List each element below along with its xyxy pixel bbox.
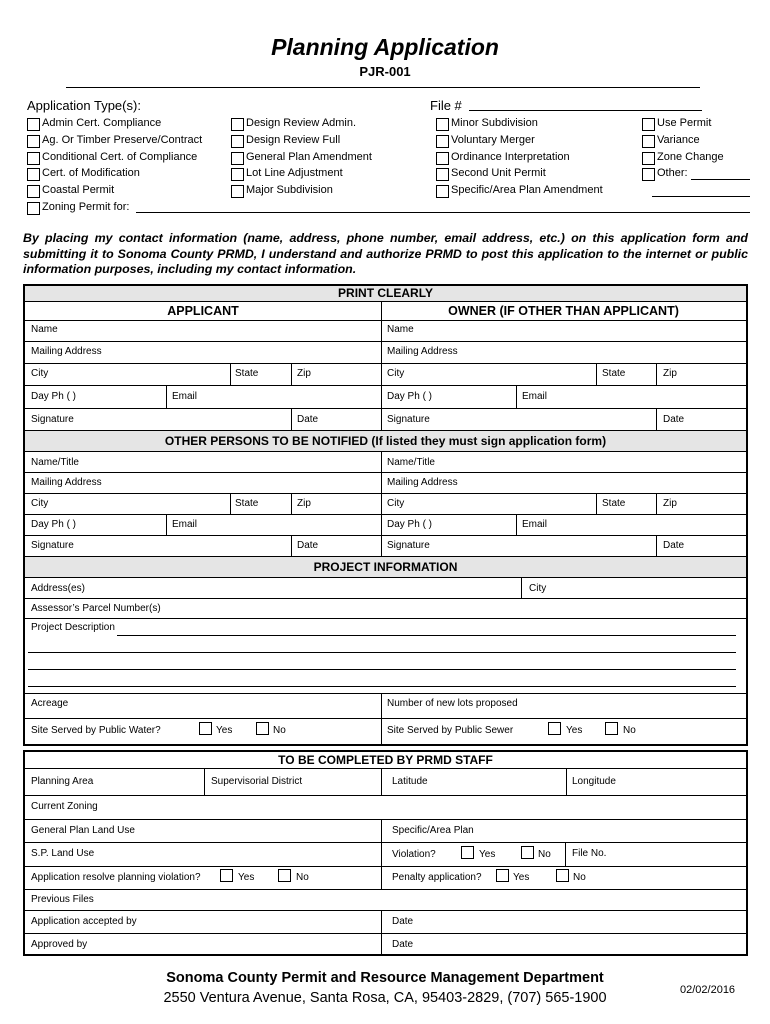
owner-signature-field: Signature [387, 414, 430, 425]
sp-land-use-field: S.P. Land Use [31, 848, 95, 859]
penalty-label: Penalty application? [392, 872, 482, 883]
applicant-mailing-field: Mailing Address [31, 346, 102, 357]
type-label-col2-0: Design Review Admin. [246, 117, 357, 129]
public-water-no-checkbox[interactable] [256, 722, 269, 735]
accepted-date-field: Date [392, 916, 414, 927]
row-divider [25, 341, 746, 342]
owner-email-field: Email [522, 391, 548, 402]
other-city-field: City [31, 498, 49, 509]
public-sewer-label: Site Served by Public Sewer [387, 725, 514, 736]
owner-name-field: Name [387, 324, 414, 335]
row-divider [25, 385, 746, 386]
type-checkbox-col3-2[interactable] [436, 152, 449, 165]
column-divider [291, 408, 292, 430]
type-label-col3-4: Specific/Area Plan Amendment [451, 184, 603, 196]
type-label-col2-1: Design Review Full [246, 134, 341, 146]
type-label-col2-3: Lot Line Adjustment [246, 167, 343, 179]
applicant-phone-field: Day Ph ( ) [31, 391, 77, 402]
applicant-zip-field: Zip [297, 368, 311, 379]
other2-mailing-field: Mailing Address [387, 477, 458, 488]
public-water-yes-checkbox[interactable] [199, 722, 212, 735]
description-line [117, 635, 736, 636]
other-mailing-field: Mailing Address [31, 477, 102, 488]
owner-mailing-field: Mailing Address [387, 346, 458, 357]
public-sewer-yes-checkbox[interactable] [548, 722, 561, 735]
project-address-field: Address(es) [31, 583, 85, 594]
type-label-col3-0: Minor Subdivision [451, 117, 538, 129]
column-divider [656, 535, 657, 556]
public-sewer-yes-label: Yes [566, 725, 583, 736]
type-checkbox-col3-0[interactable] [436, 118, 449, 131]
row-divider [25, 598, 746, 599]
type-checkbox-col3-1[interactable] [436, 135, 449, 148]
applicant-state-field: State [235, 368, 259, 379]
column-divider [381, 910, 382, 955]
column-divider [516, 514, 517, 535]
type-checkbox-col1-0[interactable] [27, 118, 40, 131]
type-label-col1-4: Coastal Permit [42, 184, 115, 196]
approved-date-field: Date [392, 939, 414, 950]
column-divider [381, 693, 382, 745]
revision-date: 02/02/2016 [680, 984, 736, 996]
applicant-signature-field: Signature [31, 414, 74, 425]
public-sewer-no-label: No [623, 725, 636, 736]
row-divider [25, 493, 746, 494]
other-email-field: Email [172, 519, 198, 530]
other2-email-field: Email [522, 519, 548, 530]
type-checkbox-col1-4[interactable] [27, 185, 40, 198]
violation-no-checkbox[interactable] [521, 846, 534, 859]
public-sewer-no-checkbox[interactable] [605, 722, 618, 735]
column-divider [381, 302, 382, 430]
violation-yes-label: Yes [479, 849, 496, 860]
other2-zip-field: Zip [663, 498, 677, 509]
type-checkbox-col2-4[interactable] [231, 185, 244, 198]
resolve-violation-label: Application resolve planning violation? [31, 872, 201, 883]
type-label-col2-2: General Plan Amendment [246, 151, 372, 163]
planning-area-field: Planning Area [31, 776, 94, 787]
column-divider [166, 514, 167, 535]
other2-city-field: City [387, 498, 405, 509]
row-divider [25, 910, 746, 911]
column-divider [204, 769, 205, 795]
row-divider [25, 618, 746, 619]
penalty-yes-label: Yes [513, 872, 530, 883]
description-line [28, 652, 736, 653]
zoning-permit-label: Zoning Permit for: [42, 201, 130, 213]
zoning-permit-field[interactable] [136, 212, 750, 213]
longitude-field: Longitude [572, 776, 616, 787]
applicant-city-field: City [31, 368, 49, 379]
owner-zip-field: Zip [663, 368, 677, 379]
column-divider [565, 842, 566, 866]
owner-header: OWNER (IF OTHER THAN APPLICANT) [381, 302, 746, 320]
other-zip-field: Zip [297, 498, 311, 509]
description-line [28, 669, 736, 670]
zoning-permit-checkbox[interactable] [27, 202, 40, 215]
type-checkbox-col1-2[interactable] [27, 152, 40, 165]
penalty-no-label: No [573, 872, 586, 883]
resolve-yes-label: Yes [238, 872, 255, 883]
staff-header: TO BE COMPLETED BY PRMD STAFF [25, 752, 746, 769]
type-label-col4-1: Variance [657, 134, 700, 146]
row-divider [25, 889, 746, 890]
type-checkbox-col3-3[interactable] [436, 168, 449, 181]
type-label-col2-4: Major Subdivision [246, 184, 333, 196]
other-signature-field: Signature [31, 540, 74, 551]
other-field[interactable] [691, 179, 750, 180]
print-clearly-header: PRINT CLEARLY [25, 286, 746, 302]
gp-land-use-field: General Plan Land Use [31, 825, 135, 836]
project-info-header: PROJECT INFORMATION [25, 557, 746, 578]
other-name-field: Name/Title [31, 457, 79, 468]
other-phone-field: Day Ph ( ) [31, 519, 77, 530]
penalty-yes-checkbox[interactable] [496, 869, 509, 882]
column-divider [381, 452, 382, 556]
approved-by-field: Approved by [31, 939, 88, 950]
application-type-label: Application Type(s): [27, 98, 141, 113]
public-water-label: Site Served by Public Water? [31, 725, 161, 736]
form-title: Planning Application [271, 34, 499, 60]
resolve-no-label: No [296, 872, 309, 883]
row-divider [25, 795, 746, 796]
applicant-header: APPLICANT [25, 302, 381, 320]
type-label-col1-0: Admin Cert. Compliance [42, 117, 162, 129]
specific-plan-field: Specific/Area Plan [392, 825, 474, 836]
column-divider [516, 385, 517, 408]
row-divider [25, 514, 746, 515]
other2-date-field: Date [663, 540, 685, 551]
violation-yes-checkbox[interactable] [461, 846, 474, 859]
other2-name-field: Name/Title [387, 457, 435, 468]
column-divider [656, 408, 657, 430]
other-field-line2 [652, 196, 750, 197]
column-divider [230, 363, 231, 385]
type-checkbox-col3-4[interactable] [436, 185, 449, 198]
type-label-col3-3: Second Unit Permit [451, 167, 546, 179]
file-number-label: File # [430, 98, 462, 113]
type-label-col1-3: Cert. of Modification [42, 167, 140, 179]
other-persons-header: OTHER PERSONS TO BE NOTIFIED (If listed they must sign application form) [25, 431, 746, 452]
type-checkbox-col4-3[interactable] [642, 168, 655, 181]
type-checkbox-col1-1[interactable] [27, 135, 40, 148]
department-name: Sonoma County Permit and Resource Management Department [166, 970, 604, 986]
form-code: PJR-001 [359, 64, 411, 79]
row-divider [25, 819, 746, 820]
column-divider [291, 493, 292, 514]
type-label-col4-2: Zone Change [657, 151, 724, 163]
row-divider [25, 535, 746, 536]
type-label-col3-2: Ordinance Interpretation [451, 151, 570, 163]
other-state-field: State [235, 498, 259, 509]
row-divider [25, 842, 746, 843]
type-label-col4-3: Other: [657, 167, 688, 179]
other2-state-field: State [602, 498, 626, 509]
applicant-name-field: Name [31, 324, 58, 335]
other2-signature-field: Signature [387, 540, 430, 551]
column-divider [566, 769, 567, 795]
staff-file-number-field: File No. [572, 848, 607, 859]
supervisorial-district-field: Supervisorial District [211, 776, 303, 787]
parcel-number-field: Assessor’s Parcel Number(s) [31, 603, 161, 614]
row-divider [25, 933, 746, 934]
authorization-statement: By placing my contact information (name, address, phone number, email address, etc.) on this application form and submitting it to Sonoma County PRMD, I understand and authorize PRMD to post this application to the internet or public information purposes, including my contact information. [23, 231, 748, 276]
divider [66, 87, 700, 88]
file-number-field[interactable] [469, 110, 702, 111]
resolve-yes-checkbox[interactable] [220, 869, 233, 882]
owner-city-field: City [387, 368, 405, 379]
latitude-field: Latitude [392, 776, 428, 787]
row-divider [25, 472, 746, 473]
row-divider [25, 320, 746, 321]
type-checkbox-col2-3[interactable] [231, 168, 244, 181]
public-water-no-label: No [273, 725, 286, 736]
type-checkbox-col2-2[interactable] [231, 152, 244, 165]
column-divider [656, 493, 657, 514]
row-divider [25, 363, 746, 364]
column-divider [381, 819, 382, 889]
owner-phone-field: Day Ph ( ) [387, 391, 433, 402]
project-description-label: Project Description [31, 622, 115, 633]
column-divider [230, 493, 231, 514]
owner-state-field: State [602, 368, 626, 379]
column-divider [656, 363, 657, 385]
column-divider [596, 493, 597, 514]
column-divider [596, 363, 597, 385]
column-divider [381, 769, 382, 795]
row-divider [25, 693, 746, 694]
penalty-no-checkbox[interactable] [556, 869, 569, 882]
resolve-no-checkbox[interactable] [278, 869, 291, 882]
row-divider [25, 718, 746, 719]
applicant-date-field: Date [297, 414, 319, 425]
type-checkbox-col4-2[interactable] [642, 152, 655, 165]
description-line [28, 686, 736, 687]
owner-date-field: Date [663, 414, 685, 425]
current-zoning-field: Current Zoning [31, 801, 98, 812]
violation-label: Violation? [392, 849, 436, 860]
type-checkbox-col4-1[interactable] [642, 135, 655, 148]
column-divider [166, 385, 167, 408]
type-label-col3-1: Voluntary Merger [451, 134, 535, 146]
type-checkbox-col4-0[interactable] [642, 118, 655, 131]
column-divider [291, 535, 292, 556]
applicant-project-section [23, 284, 748, 746]
department-address: 2550 Ventura Avenue, Santa Rosa, CA, 95403-2829, (707) 565-1900 [163, 990, 607, 1006]
row-divider [25, 408, 746, 409]
type-label-col1-1: Ag. Or Timber Preserve/Contract [42, 134, 203, 146]
column-divider [521, 578, 522, 598]
violation-no-label: No [538, 849, 551, 860]
other2-phone-field: Day Ph ( ) [387, 519, 433, 530]
other-date-field: Date [297, 540, 319, 551]
public-water-yes-label: Yes [216, 725, 233, 736]
type-label-col4-0: Use Permit [657, 117, 712, 129]
accepted-by-field: Application accepted by [31, 916, 137, 927]
row-divider [25, 866, 746, 867]
column-divider [291, 363, 292, 385]
type-label-col1-2: Conditional Cert. of Compliance [42, 151, 198, 163]
type-checkbox-col1-3[interactable] [27, 168, 40, 181]
new-lots-field: Number of new lots proposed [387, 698, 518, 709]
project-city-field: City [529, 583, 547, 594]
type-checkbox-col2-1[interactable] [231, 135, 244, 148]
previous-files-field: Previous Files [31, 894, 94, 905]
type-checkbox-col2-0[interactable] [231, 118, 244, 131]
applicant-email-field: Email [172, 391, 198, 402]
acreage-field: Acreage [31, 698, 69, 709]
